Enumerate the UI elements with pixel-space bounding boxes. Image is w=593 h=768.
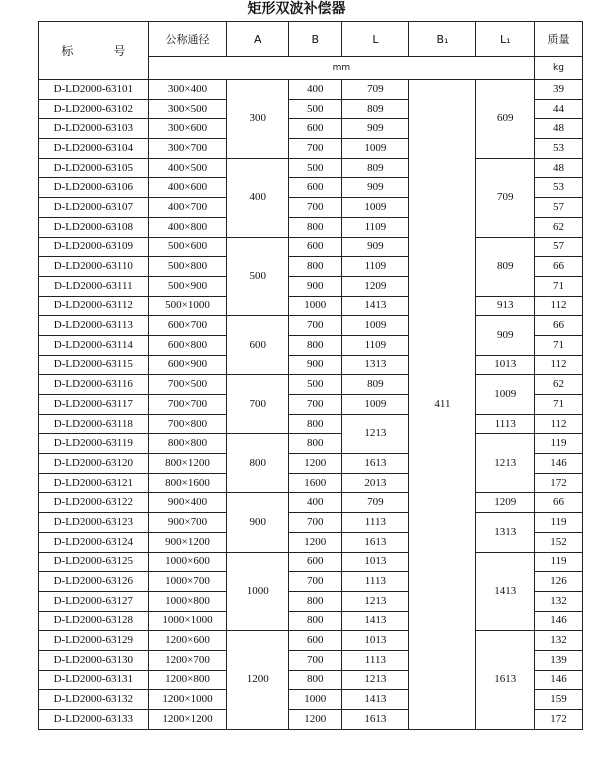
cell-model: D-LD2000-63112	[39, 296, 149, 316]
cell-dn: 800×1600	[148, 473, 227, 493]
cell-dn: 600×800	[148, 335, 227, 355]
cell-model: D-LD2000-63118	[39, 414, 149, 434]
cell-b: 600	[289, 119, 342, 139]
cell-b: 700	[289, 650, 342, 670]
cell-model: D-LD2000-63123	[39, 513, 149, 533]
cell-l: 1013	[342, 552, 409, 572]
cell-mass: 53	[535, 178, 583, 198]
cell-model: D-LD2000-63127	[39, 591, 149, 611]
cell-mass: 62	[535, 375, 583, 395]
cell-b: 500	[289, 375, 342, 395]
cell-b: 700	[289, 139, 342, 159]
cell-b: 600	[289, 552, 342, 572]
cell-l1: 809	[476, 237, 535, 296]
cell-model: D-LD2000-63130	[39, 650, 149, 670]
cell-dn: 300×400	[148, 80, 227, 100]
cell-dn: 1000×800	[148, 591, 227, 611]
cell-b: 600	[289, 178, 342, 198]
cell-model: D-LD2000-63133	[39, 710, 149, 730]
cell-b: 700	[289, 198, 342, 218]
cell-mass: 146	[535, 611, 583, 631]
cell-l: 1313	[342, 355, 409, 375]
cell-mass: 119	[535, 552, 583, 572]
cell-l: 1113	[342, 650, 409, 670]
cell-l: 1209	[342, 276, 409, 296]
cell-a: 500	[227, 237, 289, 316]
cell-dn: 600×900	[148, 355, 227, 375]
cell-l: 809	[342, 158, 409, 178]
table-row	[39, 355, 583, 375]
cell-l1: 1113	[476, 414, 535, 434]
cell-model: D-LD2000-63120	[39, 454, 149, 474]
table-row	[39, 493, 583, 513]
cell-b: 700	[289, 316, 342, 336]
cell-l1: 709	[476, 158, 535, 237]
cell-b: 900	[289, 355, 342, 375]
table-row	[39, 414, 583, 434]
cell-dn: 300×600	[148, 119, 227, 139]
table-row	[39, 296, 583, 316]
cell-b: 700	[289, 572, 342, 592]
cell-b: 800	[289, 257, 342, 277]
cell-a: 700	[227, 375, 289, 434]
header-model: 标 号	[39, 22, 149, 80]
cell-b: 700	[289, 395, 342, 415]
cell-b: 1200	[289, 532, 342, 552]
cell-mass: 48	[535, 158, 583, 178]
cell-a: 1000	[227, 552, 289, 631]
cell-b: 1600	[289, 473, 342, 493]
cell-mass: 139	[535, 650, 583, 670]
header-unit-mm: mm	[148, 57, 534, 80]
cell-l: 1213	[342, 591, 409, 611]
cell-mass: 146	[535, 454, 583, 474]
cell-model: D-LD2000-63105	[39, 158, 149, 178]
cell-b: 1200	[289, 454, 342, 474]
cell-l: 1413	[342, 690, 409, 710]
cell-l: 709	[342, 80, 409, 100]
cell-model: D-LD2000-63121	[39, 473, 149, 493]
cell-l1: 1213	[476, 434, 535, 493]
cell-model: D-LD2000-63128	[39, 611, 149, 631]
cell-l: 1613	[342, 532, 409, 552]
header-a: A	[227, 22, 289, 57]
cell-model: D-LD2000-63119	[39, 434, 149, 454]
cell-l: 1009	[342, 395, 409, 415]
header-l1: L₁	[476, 22, 535, 57]
cell-b: 800	[289, 335, 342, 355]
cell-l: 909	[342, 237, 409, 257]
table-row	[39, 158, 583, 178]
cell-mass: 112	[535, 414, 583, 434]
cell-b1: 411	[409, 80, 476, 730]
cell-mass: 132	[535, 591, 583, 611]
cell-dn: 1200×700	[148, 650, 227, 670]
table-row	[39, 552, 583, 572]
cell-model: D-LD2000-63113	[39, 316, 149, 336]
cell-a: 800	[227, 434, 289, 493]
cell-l1: 1413	[476, 552, 535, 631]
cell-model: D-LD2000-63108	[39, 217, 149, 237]
table-row	[39, 631, 583, 651]
cell-dn: 500×600	[148, 237, 227, 257]
cell-l: 1613	[342, 454, 409, 474]
cell-b: 1000	[289, 690, 342, 710]
table-row	[39, 80, 583, 100]
cell-model: D-LD2000-63110	[39, 257, 149, 277]
cell-l1: 609	[476, 80, 535, 159]
cell-b: 800	[289, 217, 342, 237]
cell-l: 1109	[342, 257, 409, 277]
cell-dn: 500×800	[148, 257, 227, 277]
table-body	[39, 80, 583, 730]
cell-l1: 1313	[476, 513, 535, 552]
cell-mass: 126	[535, 572, 583, 592]
cell-l: 909	[342, 119, 409, 139]
cell-dn: 700×700	[148, 395, 227, 415]
header-l: L	[342, 22, 409, 57]
cell-l1: 909	[476, 316, 535, 355]
cell-l: 1009	[342, 198, 409, 218]
cell-mass: 66	[535, 316, 583, 336]
cell-dn: 1000×600	[148, 552, 227, 572]
cell-l: 1213	[342, 670, 409, 690]
cell-b: 500	[289, 158, 342, 178]
cell-model: D-LD2000-63117	[39, 395, 149, 415]
cell-mass: 53	[535, 139, 583, 159]
cell-model: D-LD2000-63124	[39, 532, 149, 552]
cell-model: D-LD2000-63102	[39, 99, 149, 119]
cell-l1: 913	[476, 296, 535, 316]
cell-model: D-LD2000-63101	[39, 80, 149, 100]
compensator-table	[38, 21, 583, 730]
cell-b: 400	[289, 493, 342, 513]
table-row	[39, 316, 583, 336]
cell-model: D-LD2000-63125	[39, 552, 149, 572]
header-dn: 公称通径	[148, 22, 227, 57]
cell-model: D-LD2000-63111	[39, 276, 149, 296]
cell-dn: 300×700	[148, 139, 227, 159]
cell-dn: 1200×1000	[148, 690, 227, 710]
cell-model: D-LD2000-63107	[39, 198, 149, 218]
cell-dn: 900×700	[148, 513, 227, 533]
cell-mass: 112	[535, 296, 583, 316]
cell-dn: 600×700	[148, 316, 227, 336]
cell-model: D-LD2000-63132	[39, 690, 149, 710]
cell-mass: 112	[535, 355, 583, 375]
cell-mass: 119	[535, 434, 583, 454]
cell-b: 1200	[289, 710, 342, 730]
cell-mass: 146	[535, 670, 583, 690]
header-b: B	[289, 22, 342, 57]
cell-model: D-LD2000-63106	[39, 178, 149, 198]
cell-l: 809	[342, 375, 409, 395]
cell-l: 1009	[342, 139, 409, 159]
cell-b: 800	[289, 670, 342, 690]
cell-a: 300	[227, 80, 289, 159]
cell-mass: 132	[535, 631, 583, 651]
cell-mass: 71	[535, 335, 583, 355]
cell-model: D-LD2000-63104	[39, 139, 149, 159]
cell-mass: 66	[535, 257, 583, 277]
cell-dn: 1200×800	[148, 670, 227, 690]
cell-l: 709	[342, 493, 409, 513]
cell-b: 600	[289, 631, 342, 651]
cell-dn: 1200×1200	[148, 710, 227, 730]
cell-model: D-LD2000-63103	[39, 119, 149, 139]
header-mass: 质量	[535, 22, 583, 57]
cell-model: D-LD2000-63116	[39, 375, 149, 395]
cell-l1: 1209	[476, 493, 535, 513]
cell-dn: 500×900	[148, 276, 227, 296]
cell-dn: 1200×600	[148, 631, 227, 651]
cell-l: 1009	[342, 316, 409, 336]
cell-a: 400	[227, 158, 289, 237]
cell-l1: 1613	[476, 631, 535, 729]
cell-b: 800	[289, 414, 342, 434]
cell-l: 1013	[342, 631, 409, 651]
cell-model: D-LD2000-63114	[39, 335, 149, 355]
cell-b: 800	[289, 591, 342, 611]
table-row	[39, 513, 583, 533]
cell-a: 900	[227, 493, 289, 552]
cell-dn: 400×800	[148, 217, 227, 237]
table-title: 矩形双波补偿器	[247, 1, 346, 17]
cell-model: D-LD2000-63131	[39, 670, 149, 690]
cell-dn: 400×600	[148, 178, 227, 198]
cell-b: 400	[289, 80, 342, 100]
cell-mass: 44	[535, 99, 583, 119]
cell-b: 600	[289, 237, 342, 257]
cell-model: D-LD2000-63122	[39, 493, 149, 513]
cell-b: 800	[289, 611, 342, 631]
cell-dn: 300×500	[148, 99, 227, 119]
cell-mass: 57	[535, 237, 583, 257]
table-row	[39, 237, 583, 257]
cell-l: 1613	[342, 710, 409, 730]
cell-dn: 1000×700	[148, 572, 227, 592]
cell-model: D-LD2000-63115	[39, 355, 149, 375]
cell-l: 1109	[342, 217, 409, 237]
cell-a: 600	[227, 316, 289, 375]
cell-mass: 48	[535, 119, 583, 139]
cell-mass: 39	[535, 80, 583, 100]
cell-l: 1113	[342, 572, 409, 592]
cell-l: 1109	[342, 335, 409, 355]
cell-mass: 71	[535, 395, 583, 415]
cell-dn: 800×1200	[148, 454, 227, 474]
cell-dn: 900×1200	[148, 532, 227, 552]
cell-model: D-LD2000-63109	[39, 237, 149, 257]
cell-model: D-LD2000-63126	[39, 572, 149, 592]
cell-l1: 1009	[476, 375, 535, 414]
cell-dn: 1000×1000	[148, 611, 227, 631]
cell-mass: 172	[535, 473, 583, 493]
cell-l: 1413	[342, 296, 409, 316]
cell-l1: 1013	[476, 355, 535, 375]
table-row	[39, 434, 583, 454]
cell-l: 1113	[342, 513, 409, 533]
cell-b: 900	[289, 276, 342, 296]
cell-l: 1213	[342, 414, 409, 453]
cell-dn: 800×800	[148, 434, 227, 454]
cell-dn: 400×700	[148, 198, 227, 218]
cell-b: 700	[289, 513, 342, 533]
cell-l: 2013	[342, 473, 409, 493]
cell-a: 1200	[227, 631, 289, 729]
cell-dn: 900×400	[148, 493, 227, 513]
table-row	[39, 375, 583, 395]
cell-mass: 172	[535, 710, 583, 730]
cell-dn: 500×1000	[148, 296, 227, 316]
cell-mass: 71	[535, 276, 583, 296]
header-b1: B₁	[409, 22, 476, 57]
header-unit-kg: kg	[535, 57, 583, 80]
cell-mass: 152	[535, 532, 583, 552]
cell-mass: 57	[535, 198, 583, 218]
cell-dn: 700×500	[148, 375, 227, 395]
cell-mass: 62	[535, 217, 583, 237]
cell-b: 1000	[289, 296, 342, 316]
cell-dn: 400×500	[148, 158, 227, 178]
cell-mass: 159	[535, 690, 583, 710]
cell-b: 800	[289, 434, 342, 454]
cell-l: 809	[342, 99, 409, 119]
cell-l: 1413	[342, 611, 409, 631]
cell-dn: 700×800	[148, 414, 227, 434]
cell-mass: 66	[535, 493, 583, 513]
cell-l: 909	[342, 178, 409, 198]
cell-b: 500	[289, 99, 342, 119]
cell-model: D-LD2000-63129	[39, 631, 149, 651]
cell-mass: 119	[535, 513, 583, 533]
